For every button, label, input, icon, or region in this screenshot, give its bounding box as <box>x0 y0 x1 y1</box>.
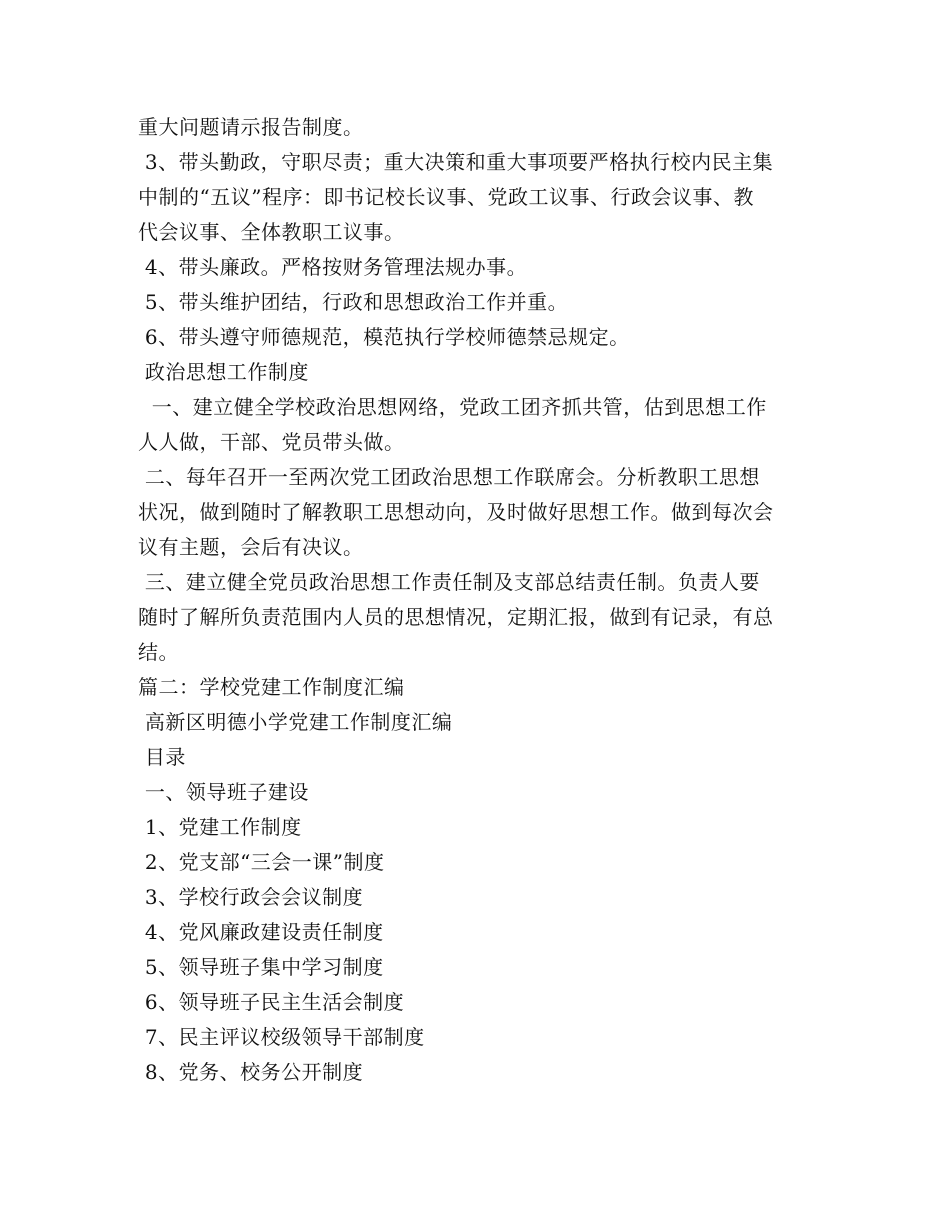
text-line: 三、建立健全党员政治思想工作责任制及支部总结责任制。负责人要 <box>138 570 760 594</box>
toc-item: 5、领导班子集中学习制度 <box>138 955 384 979</box>
toc-item: 1、党建工作制度 <box>138 815 302 839</box>
document-title: 高新区明德小学党建工作制度汇编 <box>138 710 453 734</box>
text-line: 一、建立健全学校政治思想网络，党政工团齐抓共管，估到思想工作 <box>138 395 767 419</box>
toc-item: 8、党务、校务公开制度 <box>138 1060 364 1084</box>
text-line: 3、带头勤政，守职尽责；重大决策和重大事项要严格执行校内民主集 <box>138 150 774 174</box>
text-line: 代会议事、全体教职工议事。 <box>138 220 405 244</box>
toc-heading: 目录 <box>138 745 186 769</box>
chapter-heading: 篇二：学校党建工作制度汇编 <box>138 675 405 699</box>
text-line: 5、带头维护团结，行政和思想政治工作并重。 <box>138 290 569 314</box>
document-page <box>138 110 818 1090</box>
text-line: 二、每年召开一至两次党工团政治思想工作联席会。分析教职工思想 <box>138 465 760 489</box>
toc-item: 2、党支部“三会一课”制度 <box>138 850 385 874</box>
toc-item: 7、民主评议校级领导干部制度 <box>138 1025 425 1049</box>
toc-section: 一、领导班子建设 <box>138 780 309 804</box>
toc-item: 6、领导班子民主生活会制度 <box>138 990 405 1014</box>
text-line: 议有主题，会后有决议。 <box>138 535 364 559</box>
text-line: 人人做，干部、党员带头做。 <box>138 430 405 454</box>
text-line: 重大问题请示报告制度。 <box>138 115 364 139</box>
text-line: 中制的“五议”程序：即书记校长议事、党政工议事、行政会议事、教 <box>138 185 754 209</box>
text-line: 结。 <box>138 640 179 664</box>
text-line: 状况，做到随时了解教职工思想动向，及时做好思想工作。做到每次会 <box>138 500 774 524</box>
toc-item: 3、学校行政会会议制度 <box>138 885 364 909</box>
section-heading: 政治思想工作制度 <box>138 360 309 384</box>
text-line: 6、带头遵守师德规范，模范执行学校师德禁忌规定。 <box>138 325 630 349</box>
text-line: 4、带头廉政。严格按财务管理法规办事。 <box>138 255 528 279</box>
text-line: 随时了解所负责范围内人员的思想情况，定期汇报，做到有记录，有总 <box>138 605 774 629</box>
toc-item: 4、党风廉政建设责任制度 <box>138 920 384 944</box>
